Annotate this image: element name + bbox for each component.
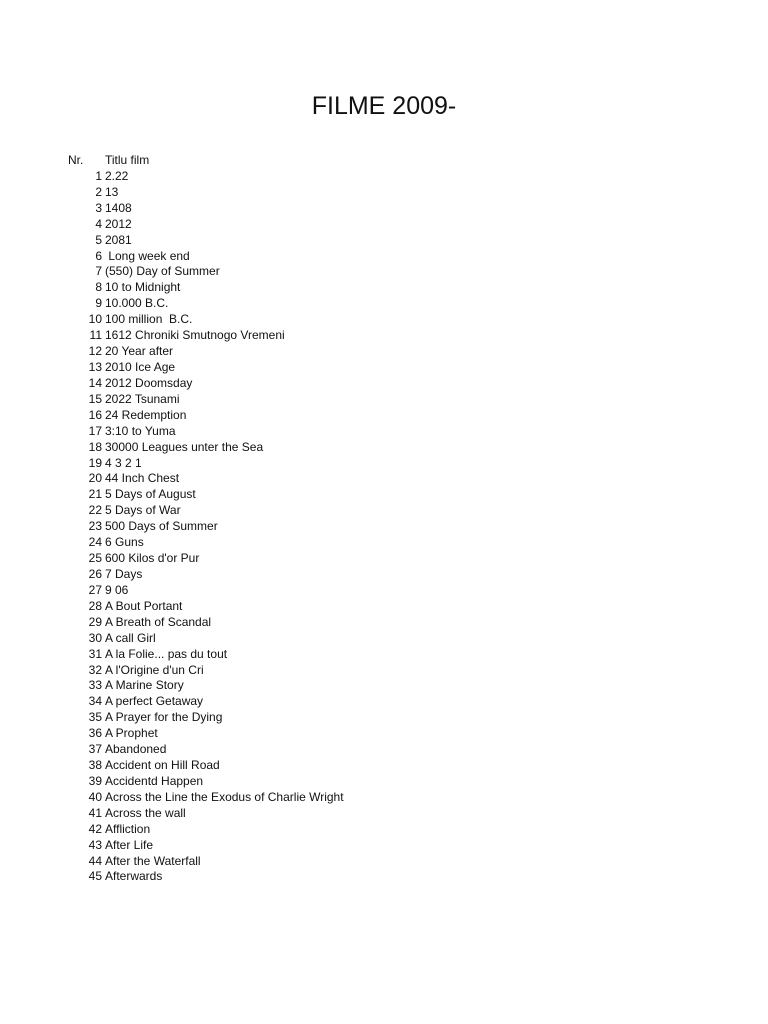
row-number: 5 (95, 232, 102, 247)
row-number: 20 (88, 471, 102, 486)
row-number: 43 (88, 837, 102, 852)
table-row (0, 312, 768, 328)
table-row (0, 296, 768, 312)
table-row (0, 376, 768, 392)
film-title: After the Waterfall (105, 853, 201, 868)
film-title: (550) Day of Summer (105, 264, 220, 279)
row-number: 12 (88, 344, 102, 359)
row-number: 36 (88, 726, 102, 741)
table-row (0, 201, 768, 217)
row-number: 1 (95, 168, 102, 183)
table-row (0, 678, 768, 694)
table-row (0, 647, 768, 663)
row-number: 27 (88, 582, 102, 597)
row-number: 31 (88, 646, 102, 661)
film-title: Across the Line the Exodus of Charlie Wright (105, 789, 344, 804)
row-number: 2 (95, 184, 102, 199)
row-number: 11 (89, 328, 102, 343)
table-row (0, 503, 768, 519)
film-title: Across the wall (105, 805, 186, 820)
row-number: 10 (88, 312, 102, 327)
film-title: A Prophet (105, 726, 158, 741)
film-title: 24 Redemption (105, 407, 187, 422)
film-title: A la Folie... pas du tout (105, 646, 228, 661)
film-title: A perfect Getaway (105, 694, 204, 709)
table-row (0, 408, 768, 424)
table-row (0, 328, 768, 344)
film-title: Abandoned (105, 742, 167, 757)
film-title: 4 3 2 1 (105, 455, 142, 470)
row-number: 40 (88, 789, 102, 804)
column-header-nr: Nr. (68, 153, 84, 167)
row-number: 38 (88, 758, 102, 773)
row-number: 32 (88, 662, 102, 677)
table-row (0, 392, 768, 408)
row-number: 3 (95, 200, 102, 215)
table-header-row (0, 153, 768, 169)
table-row (0, 217, 768, 233)
table-row (0, 854, 768, 870)
film-title: 2012 Doomsday (105, 375, 193, 390)
film-title: 10.000 B.C. (105, 296, 169, 311)
film-title: 3:10 to Yuma (105, 423, 176, 438)
film-title: 44 Inch Chest (105, 471, 180, 486)
film-table (0, 153, 768, 885)
film-title: Long week end (105, 248, 190, 263)
row-number: 19 (88, 455, 102, 470)
row-number: 28 (88, 598, 102, 613)
film-title: 2.22 (105, 168, 129, 183)
film-title: A Prayer for the Dying (105, 710, 223, 725)
row-number: 45 (88, 869, 102, 884)
row-number: 23 (88, 519, 102, 534)
table-row (0, 710, 768, 726)
row-number: 26 (88, 566, 102, 581)
row-number: 21 (88, 487, 102, 502)
film-title: 5 Days of August (105, 487, 196, 502)
table-row (0, 185, 768, 201)
table-row (0, 535, 768, 551)
row-number: 33 (88, 678, 102, 693)
film-title: 2081 (105, 232, 132, 247)
table-row (0, 615, 768, 631)
table-row (0, 487, 768, 503)
film-title: Accident on Hill Road (105, 758, 220, 773)
film-title: A Breath of Scandal (105, 614, 212, 629)
column-header-title: Titlu film (105, 153, 150, 167)
table-row (0, 424, 768, 440)
row-number: 29 (88, 614, 102, 629)
film-title: After Life (105, 837, 154, 852)
film-title: 2012 (105, 216, 132, 231)
film-title: A Marine Story (105, 678, 184, 693)
film-title: 2010 Ice Age (105, 359, 176, 374)
table-row (0, 519, 768, 535)
film-title: 20 Year after (105, 344, 174, 359)
table-row (0, 169, 768, 185)
row-number: 15 (88, 391, 102, 406)
film-title: Affliction (105, 821, 151, 836)
table-row (0, 822, 768, 838)
table-row (0, 774, 768, 790)
row-number: 34 (88, 694, 102, 709)
film-title: 9 06 (105, 582, 129, 597)
row-number: 17 (88, 423, 102, 438)
film-title: 1612 Chroniki Smutnogo Vremeni (105, 328, 285, 343)
row-number: 42 (88, 821, 102, 836)
row-number: 6 (95, 248, 102, 263)
row-number: 8 (95, 280, 102, 295)
table-row (0, 249, 768, 265)
film-title: 5 Days of War (105, 503, 181, 518)
table-row (0, 838, 768, 854)
table-row (0, 233, 768, 249)
row-number: 14 (88, 375, 102, 390)
table-row (0, 471, 768, 487)
film-title: 10 to Midnight (105, 280, 181, 295)
table-row (0, 790, 768, 806)
film-title: 6 Guns (105, 535, 144, 550)
film-title: 30000 Leagues unter the Sea (105, 439, 264, 454)
film-title: 2022 Tsunami (105, 391, 180, 406)
table-row (0, 726, 768, 742)
page-title: FILME 2009- (311, 92, 457, 120)
row-number: 22 (88, 503, 102, 518)
row-number: 25 (88, 551, 102, 566)
table-row (0, 742, 768, 758)
row-number: 35 (88, 710, 102, 725)
table-row (0, 806, 768, 822)
film-title: 7 Days (105, 566, 143, 581)
row-number: 37 (88, 742, 102, 757)
row-number: 41 (88, 805, 102, 820)
table-row (0, 360, 768, 376)
table-row (0, 758, 768, 774)
table-row (0, 663, 768, 679)
film-title: 500 Days of Summer (105, 519, 218, 534)
table-row (0, 456, 768, 472)
row-number: 16 (88, 407, 102, 422)
table-row (0, 599, 768, 615)
table-row (0, 869, 768, 885)
film-title: 600 Kilos d'or Pur (105, 551, 200, 566)
film-title: 13 (105, 184, 119, 199)
row-number: 24 (88, 535, 102, 550)
film-title: A call Girl (105, 630, 156, 645)
film-title: Accidentd Happen (105, 773, 204, 788)
film-title: Afterwards (105, 869, 163, 884)
film-title: A l'Origine d'un Cri (105, 662, 204, 677)
film-title: 1408 (105, 200, 132, 215)
row-number: 4 (95, 216, 102, 231)
table-row (0, 264, 768, 280)
row-number: 30 (88, 630, 102, 645)
table-row (0, 583, 768, 599)
table-row (0, 440, 768, 456)
table-row (0, 551, 768, 567)
film-title: A Bout Portant (105, 598, 183, 613)
table-row (0, 631, 768, 647)
table-row (0, 344, 768, 360)
table-row (0, 694, 768, 710)
film-title: 100 million B.C. (105, 312, 193, 327)
row-number: 39 (88, 773, 102, 788)
row-number: 44 (88, 853, 102, 868)
row-number: 13 (88, 359, 102, 374)
row-number: 7 (95, 264, 102, 279)
row-number: 18 (88, 439, 102, 454)
row-number: 9 (95, 296, 102, 311)
table-row (0, 567, 768, 583)
table-row (0, 280, 768, 296)
